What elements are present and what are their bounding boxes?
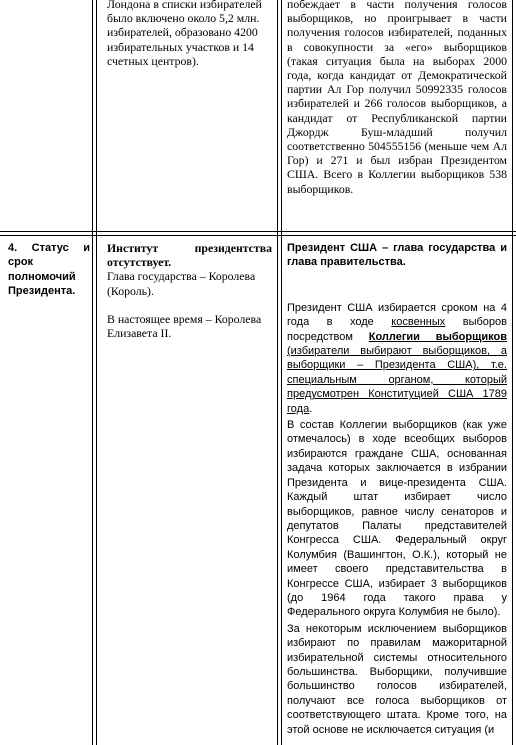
row2-col1-heading: 4. Статус и срок полномочий Президента. (8, 242, 90, 298)
table-border-col1-right-double (96, 0, 97, 745)
row1-col2-cell (107, 0, 272, 68)
row2-col2-head-of-state: Глава государства – Королева (Король). (107, 269, 256, 298)
table-row-divider (0, 231, 516, 232)
row2-col2-heading: Институт президентства отсутствует. (107, 241, 272, 270)
row1-col2-text: Лондона в списки избирателей было включено около 5,2 млн. избирателей, образовано 4200 избирательных участков и 14 счетных центров). (107, 0, 262, 68)
electoral-college-text: Коллегии выборщиков (368, 330, 508, 343)
row2-col3-heading: Президент США – глава государства и глава правительства. (287, 242, 507, 269)
indirect-elections-text: косвенных (391, 316, 446, 329)
row2-col3-cell (287, 241, 507, 737)
table-row-divider-double (0, 235, 516, 236)
row1-col3-text: побеждает в части получения голосов выборщиков, но проигрывает в части получения голосов избирателей, поданных в совокупности за «его» выборщиков (такая ситуация была на выборах 2000 года, когда кандидат от Демократической партии Ал Гор получил 50992335 голосов избирателей и 266 голосов выборщиков, а кандидат от Республиканской партии Джордж Буш-младший получил соответственно 504555156 (меньше чем Ал Гор) и 271 и был избран Президентом США. Всего в Коллегии выборщиков 538 выборщиков. (287, 0, 507, 196)
electoral-college-explanation: (избиратели выбирают выборщиков, а выборщики – Президента США), т.е. специальным органом, который предусмотрен Конституцией США 1789 года (287, 345, 507, 415)
row2-col3-paragraph-3: За некоторым исключением выборщиков избирают по правилам мажоритарной избирательной системы относительного большинства. Выборщики, получившие большинство голосов избирателей, получают все голоса выборщиков от соответствующего штата. Кроме того, на этой основе не исключается ситуация (и (287, 622, 507, 736)
table-border-col1-right (92, 0, 93, 745)
table-border-col2-right (277, 0, 278, 745)
row2-col3-paragraph-1: Президент США избирается сроком на 4 года в ходе косвенных выборов посредством Коллегии выборщиков (избиратели выбирают выборщиков, а выборщики – Президента США), т.е. специальным органом, который предусмотрен Конституцией США 1789 года. (287, 301, 508, 415)
table-border-right (512, 0, 513, 745)
table-border-col2-right-double (281, 0, 282, 745)
row2-col2-cell (107, 241, 272, 340)
row2-col2-current-monarch: В настоящее время – Королева Елизавета II. (107, 311, 262, 341)
row2-col1-cell (8, 241, 90, 299)
row1-col3-cell (287, 0, 507, 196)
row2-col3-paragraph-2: В состав Коллегии выборщиков (как уже отмечалось) в ходе всеобщих выборов избираются граждане США, основанная задача которых заключается в избрании Президента и вице-президента США. Каждый штат избирает число выборщиков, равное числу сенаторов и депутатов Палаты представителей Конгресса США. Федеральный округ Колумбия (Вашингтон, О.К.), который не имеет своего представительства в Конгрессе США, избирает 3 выборщиков (до 1964 года такого права у Федерального округа Колумбия не было). (287, 419, 507, 619)
